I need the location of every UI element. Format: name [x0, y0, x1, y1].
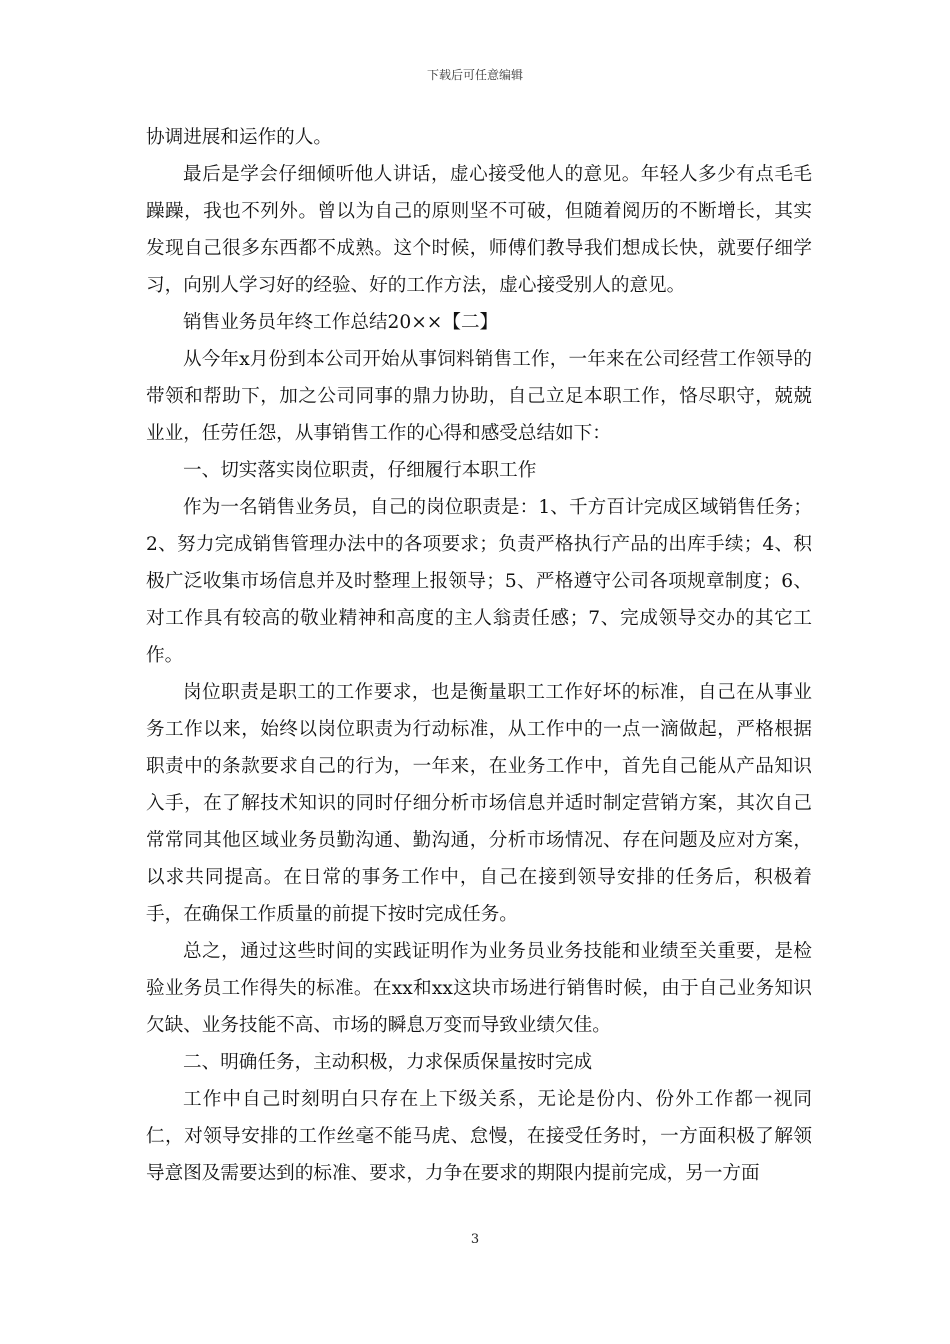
- section-title: 销售业务员年终工作总结20××【二】: [183, 312, 499, 333]
- paragraph-duties: 作为一名销售业务员，自己的岗位职责是：1、千方百计完成区域销售任务；2、努力完成销售管理办法中的各项要求；负责严格执行产品的出库手续；4、积极广泛收集市场信息并及时整理上报领导；5、严格遵守公司各项规章制度；6、对工作具有较高的敬业精神和高度的主人翁责任感；7、完成领导交办的其它工作。: [146, 497, 812, 666]
- heading-two: 二、明确任务，主动积极，力求保质保量按时完成: [183, 1052, 593, 1073]
- paragraph-continuation: 协调进展和运作的人。: [146, 127, 332, 148]
- page-number: 3: [470, 1232, 480, 1247]
- heading-one: 一、切实落实岗位职责，仔细履行本职工作: [183, 460, 537, 481]
- paragraph-intro: 从今年x月份到本公司开始从事饲料销售工作，一年来在公司经营工作领导的带领和帮助下，加之公司同事的鼎力协助，自己立足本职工作，恪尽职守，兢兢业业，任劳任怨，从事销售工作的心得和感受总结如下：: [146, 349, 812, 444]
- paragraph-listening: 最后是学会仔细倾听他人讲话，虚心接受他人的意见。年轻人多少有点毛毛躁躁，我也不列外。曾以为自己的原则坚不可破，但随着阅历的不断增长，其实发现自己很多东西都不成熟。这个时候，师傅们教导我们想成长快，就要仔细学习，向别人学习好的经验、好的工作方法，虚心接受别人的意见。: [146, 164, 812, 296]
- document-body: [146, 119, 812, 1192]
- paragraph-summary: 总之，通过这些时间的实践证明作为业务员业务技能和业绩至关重要，是检验业务员工作得失的标准。在xx和xx这块市场进行销售时候，由于自己业务知识欠缺、业务技能不高、市场的瞬息万变而导致业绩欠佳。: [146, 941, 812, 1036]
- page-header: 下载后可任意编辑: [426, 68, 523, 82]
- paragraph-tasks: 工作中自己时刻明白只存在上下级关系，无论是份内、份外工作都一视同仁，对领导安排的工作丝毫不能马虎、怠慢，在接受任务时，一方面积极了解领导意图及需要达到的标准、要求，力争在要求的期限内提前完成，另一方面: [146, 1089, 812, 1184]
- paragraph-responsibility: 岗位职责是职工的工作要求，也是衡量职工工作好坏的标准，自己在从事业务工作以来，始终以岗位职责为行动标准，从工作中的一点一滴做起，严格根据职责中的条款要求自己的行为，一年来，在业务工作中，首先自己能从产品知识入手，在了解技术知识的同时仔细分析市场信息并适时制定营销方案，其次自己常常同其他区域业务员勤沟通、勤沟通，分析市场情况、存在问题及应对方案，以求共同提高。在日常的事务工作中，自己在接到领导安排的任务后，积极着手，在确保工作质量的前提下按时完成任务。: [146, 682, 812, 925]
